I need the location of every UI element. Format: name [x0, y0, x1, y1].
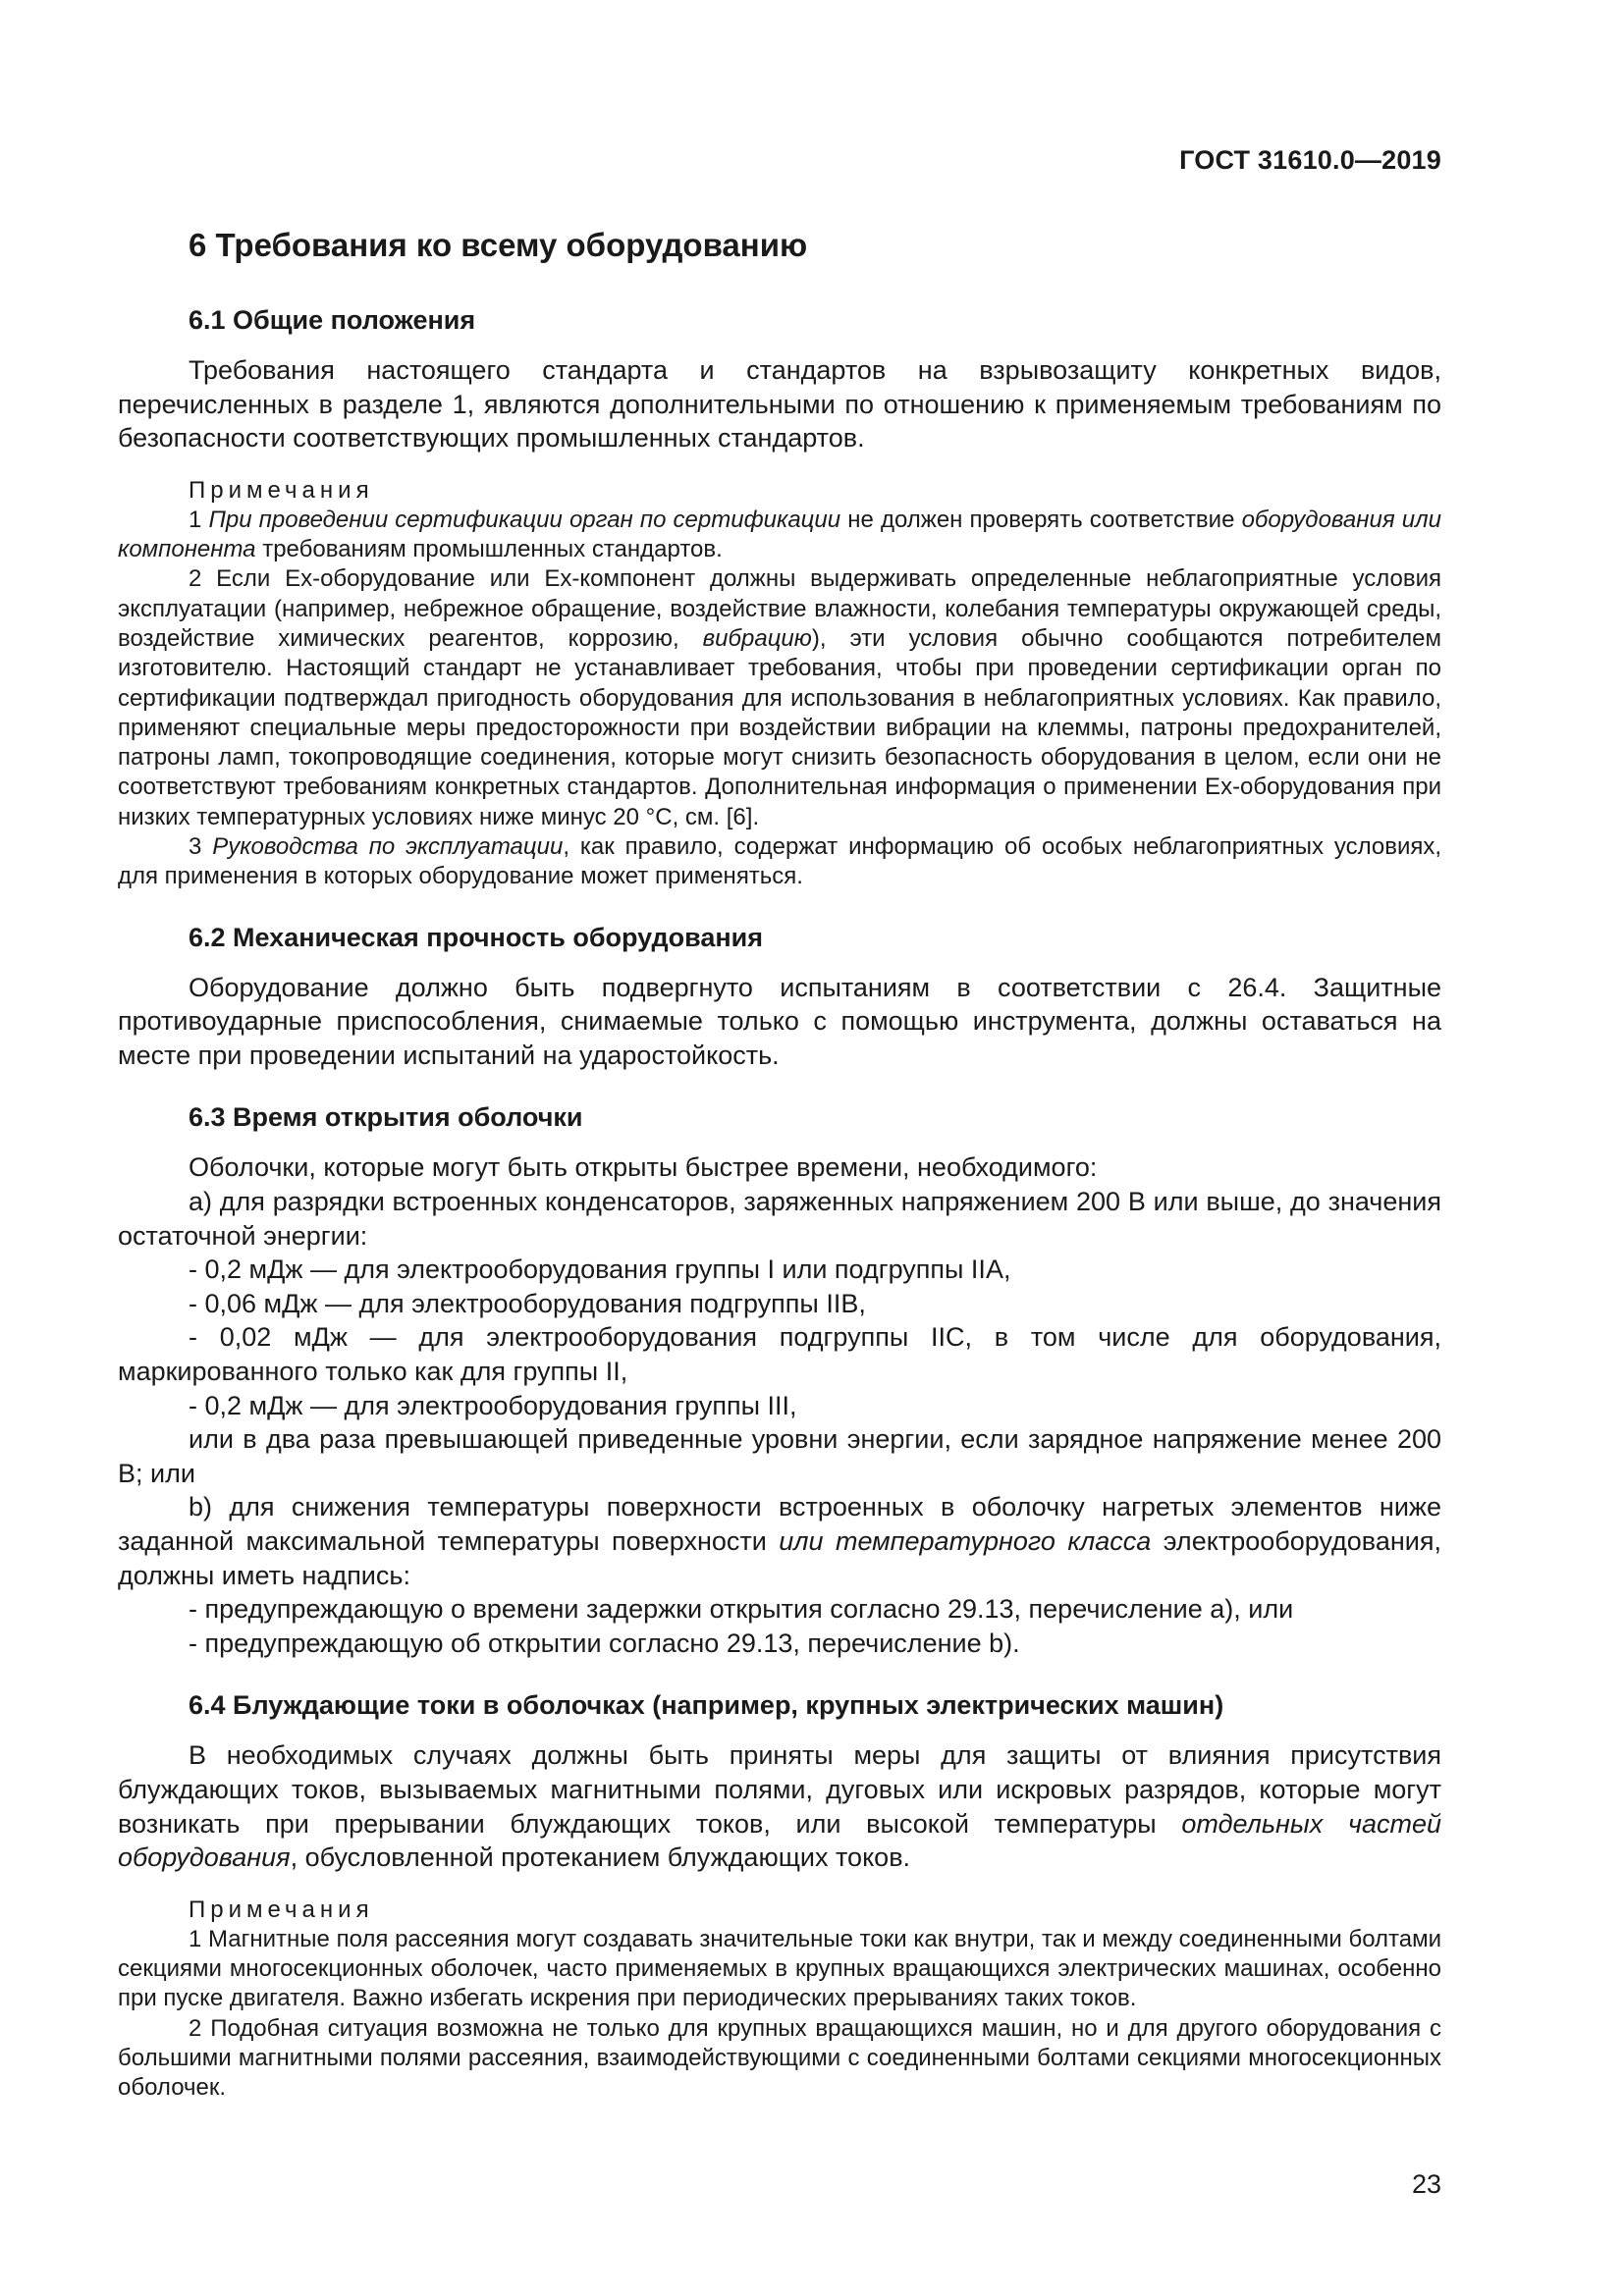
energy-level-item-1: - 0,2 мДж — для электрооборудования группы I или подгруппы IIA,	[189, 1255, 1011, 1285]
item-b-text: b) для снижения температуры поверхности встроенных в оболочку нагретых элементов ниже заданной максимальной температуры поверхности	[118, 1492, 1441, 1556]
subsection-6-3-title: 6.3 Время открытия оболочки	[189, 1102, 583, 1133]
note-1-number: 1	[189, 506, 209, 533]
spacer	[118, 892, 1441, 920]
note-3	[118, 832, 1441, 892]
subsection-6-3-paragraph-1: Оболочки, которые могут быть открыты быстрее времени, необходимого:	[189, 1152, 1098, 1183]
note-6-4-2: 2 Подобная ситуация возможна не только для крупных вращающихся машин, но и для другого оборудования с большими магнитными полями рассеяния, взаимодействующими с соединенными болтами секциями многосекционных оболочек.	[118, 2014, 1441, 2102]
page-number: 23	[1411, 2169, 1441, 2199]
subsection-6-1-title: 6.1 Общие положения	[189, 305, 476, 335]
note-3-term: Руководства по эксплуатации	[212, 833, 564, 861]
subsection-6-3-item-b	[118, 1490, 1441, 1592]
note-2	[118, 564, 1441, 832]
notes-heading-2: Примечания	[189, 1896, 374, 1923]
note-2-text: 2 Если Ex-оборудование или Ex-компонент должны выдерживать определенные неблагоприятные условия эксплуатации (например, небрежное обращение, воздействие влажности, колебания температуры окружающей среды, воздействие химических реагентов, коррозию,	[118, 565, 1441, 652]
subsection-6-3-paragraph-2: или в два раза превышающей приведенные уровни энергии, если зарядное напряжение менее 200 В; или	[118, 1424, 1441, 1488]
item-b-term: или температурного класса	[779, 1525, 1152, 1556]
note-1-text: не должен проверять соответствие	[840, 506, 1242, 533]
document-code-header: ГОСТ 31610.0—2019	[1179, 145, 1441, 175]
spacer	[118, 1072, 1441, 1099]
note-1-text-end: требованиям промышленных стандартов.	[255, 536, 723, 563]
energy-level-item-4: - 0,2 мДж — для электрооборудования группы III,	[189, 1390, 797, 1420]
note-3-text: , как правило, содержат информацию об особых неблагоприятных условиях, для применения в которых оборудование может применяться.	[118, 833, 1442, 890]
warning-label-item-2: - предупреждающую об открытии согласно 29.13, перечисление b).	[189, 1628, 1020, 1658]
energy-level-item-2: - 0,06 мДж — для электрооборудования подгруппы IIB,	[189, 1288, 866, 1318]
item-b-text-end: электрооборудования, должны иметь надпись:	[118, 1525, 1441, 1590]
note-2-text-end: ), эти условия обычно сообщаются потребителем изготовителю. Настоящий стандарт не устанавливает требования, чтобы при проведении сертификации орган по сертификации подтверждал пригодность оборудования для использования в неблагоприятных условиях. Как правило, применяют специальные меры предосторожности при воздействии вибрации на клеммы, патроны предохранителей, патроны ламп, токопроводящие соединения, которые могут снизить безопасность оборудования в целом, если они не соответствуют требованиям конкретных стандартов. Дополнительная информация о применении Ex-оборудования при низких температурных условиях ниже минус 20 °С, см. [6].	[118, 624, 1442, 830]
subsection-6-2-title: 6.2 Механическая прочность оборудования	[189, 922, 764, 952]
energy-level-item-3: - 0,02 мДж — для электрооборудования подгруппы IIC, в том числе для оборудования, маркированного только как для группы II,	[118, 1322, 1441, 1386]
note-2-term: вибрацию	[702, 624, 812, 652]
paragraph-text-end: , обусловленной протеканием блуждающих токов.	[290, 1842, 911, 1873]
section-6-title: 6 Требования ко всему оборудованию	[189, 227, 808, 263]
warning-label-item-1: - предупреждающую о времени задержки открытия согласно 29.13, перечисление а), или	[189, 1594, 1294, 1625]
subsection-6-4-title: 6.4 Блуждающие токи в оболочках (например, крупных электрических машин)	[189, 1690, 1224, 1721]
subsection-6-4-paragraph	[118, 1738, 1441, 1874]
note-3-number: 3	[189, 833, 213, 861]
paragraph-text: В необходимых случаях должны быть приняты меры для защиты от влияния присутствия блуждающих токов, вызываемых магнитными полями, дуговых или искровых разрядов, которые могут возникать при прерывании блуждающих токов, или высокой температуры	[118, 1740, 1441, 1839]
note-1	[118, 506, 1441, 565]
note-1-term-2: оборудования или компонента	[118, 506, 1441, 563]
notes-heading: Примечания	[189, 476, 374, 504]
note-1-term: При проведении сертификации орган по сертификации	[208, 506, 841, 533]
subsection-6-2-paragraph: Оборудование должно быть подвергнуто испытаниям в соответствии с 26.4. Защитные противоударные приспособления, снимаемые только с помощью инструмента, должны оставаться на месте при проведении испытаний на ударостойкость.	[118, 972, 1441, 1070]
spacer	[118, 1660, 1441, 1687]
note-6-4-1: 1 Магнитные поля рассеяния могут создавать значительные токи как внутри, так и между соединенными болтами секциями многосекционных оболочек, часто применяемых в крупных вращающихся электрических машинах, особенно при пуске двигателя. Важно избегать искрения при периодических прерываниях таких токов.	[118, 1925, 1441, 2012]
subsection-6-1-paragraph: Требования настоящего стандарта и стандартов на взрывозащиту конкретных видов, перечисленных в разделе 1, являются дополнительными по отношению к применяемым требованиям по безопасности соответствующих промышленных стандартов.	[118, 355, 1441, 454]
paragraph-term: отдельных частей оборудования	[118, 1808, 1441, 1873]
subsection-6-3-item-a: а) для разрядки встроенных конденсаторов, заряженных напряжением 200 В или выше, до значения остаточной энергии:	[118, 1187, 1441, 1251]
page-content	[118, 224, 1441, 2103]
